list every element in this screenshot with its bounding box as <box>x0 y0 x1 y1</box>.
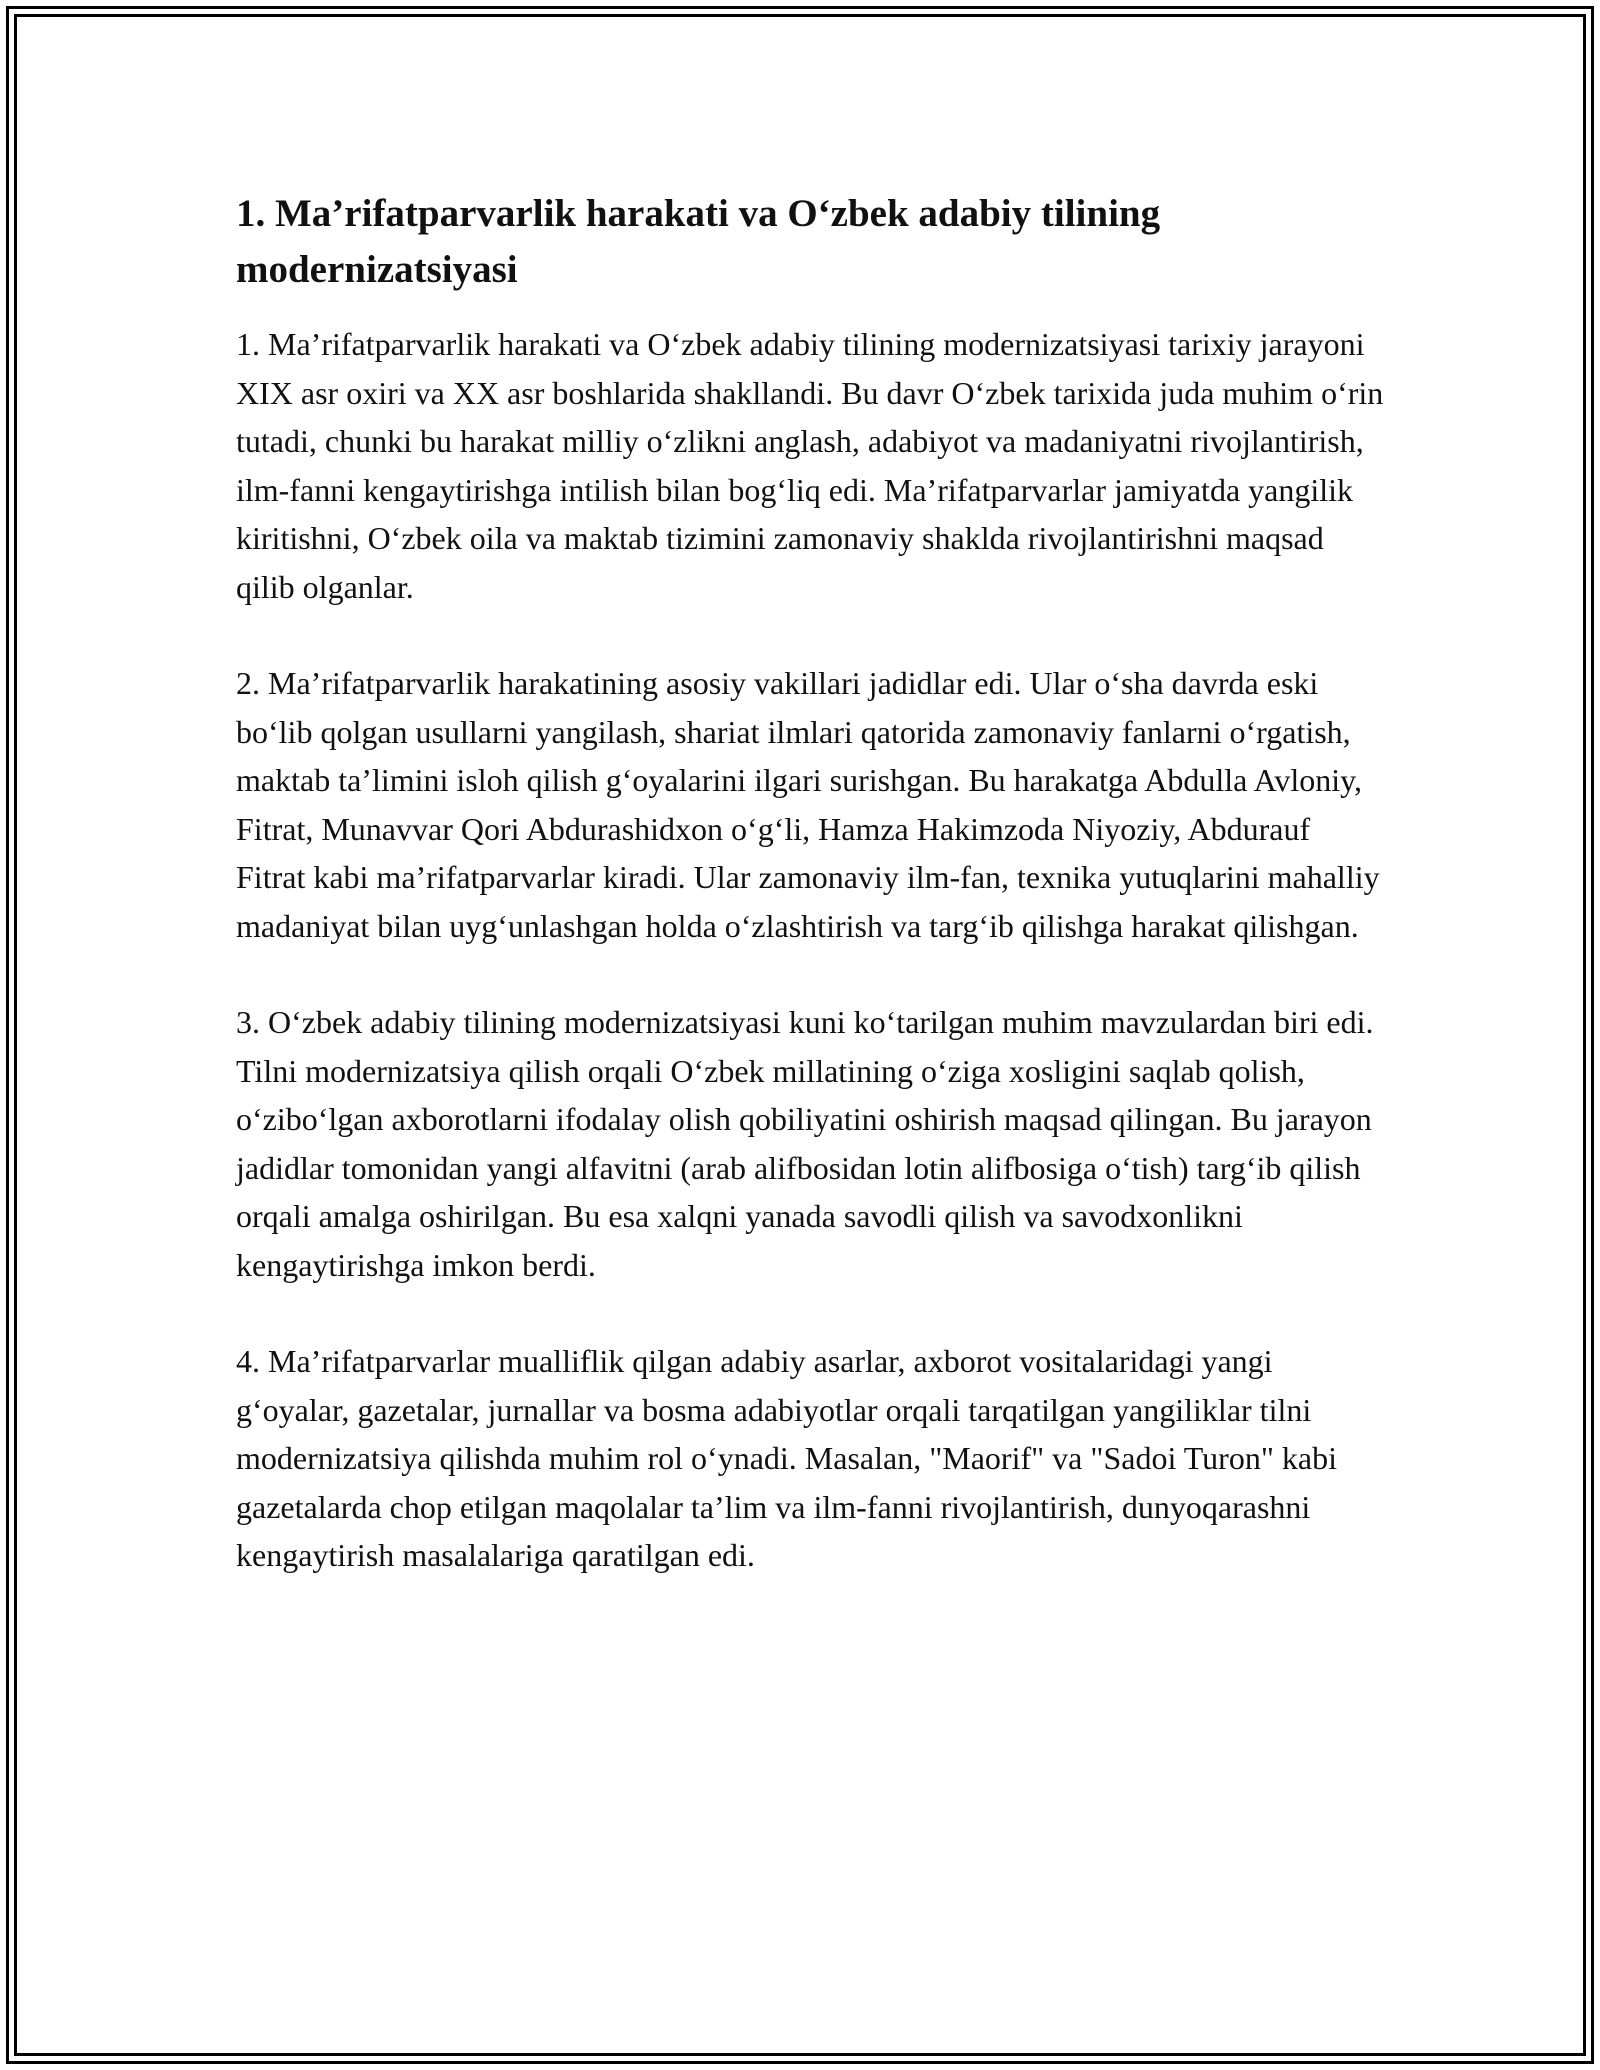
document-title: 1. Ma’rifatparvarlik harakati va O‘zbek adabiy tilining modernizatsiyasi <box>236 192 1161 291</box>
document-body <box>236 186 1386 1628</box>
paragraph-2: 2. Ma’rifatparvarlik harakatining asosiy vakillari jadidlar edi. Ular o‘sha davrda eski bo‘lib qolgan usullarni yangilash, shariat ilmlari qatorida zamonaviy fanlarni o‘rgatish, maktab ta’limini isloh qilish g‘oyalarini ilgari surishgan. Bu harakatga Abdulla Avloniy, Fitrat, Munavvar Qori Abdurashidxon o‘g‘li, Hamza Hakimzoda Niyoziy, Abdurauf Fitrat kabi ma’rifatparvarlar kiradi. Ular zamonaviy ilm-fan, texnika yutuqlarini mahalliy madaniyat bilan uyg‘unlashgan holda o‘zlashtirish va targ‘ib qilishga harakat qilishgan. <box>236 665 1380 944</box>
paragraph-1: 1. Ma’rifatparvarlik harakati va O‘zbek adabiy tilining modernizatsiyasi tarixiy jarayoni XIX asr oxiri va XX asr boshlarida shakllandi. Bu davr O‘zbek tarixida juda muhim o‘rin tutadi, chunki bu harakat milliy o‘zlikni anglash, adabiyot va madaniyatni rivojlantirish, ilm-fanni kengaytirishga intilish bilan bog‘liq edi. Ma’rifatparvarlar jamiyatda yangilik kiritishni, O‘zbek oila va maktab tizimini zamonaviy shaklda rivojlantirishni maqsad qilib olganlar. <box>236 326 1384 605</box>
paragraph-4: 4. Ma’rifatparvarlar mualliflik qilgan adabiy asarlar, axborot vositalaridagi yangi g‘oyalar, gazetalar, jurnallar va bosma adabiyotlar orqali tarqatilgan yangiliklar tilni modernizatsiya qilishda muhim rol o‘ynadi. Masalan, "Maorif" va "Sadoi Turon" kabi gazetalarda chop etilgan maqolalar ta’lim va ilm-fanni rivojlantirish, dunyoqarashni kengaytirish masalalariga qaratilgan edi. <box>236 1343 1337 1573</box>
paragraph-3: 3. O‘zbek adabiy tilining modernizatsiyasi kuni ko‘tarilgan muhim mavzulardan biri edi. Tilni modernizatsiya qilish orqali O‘zbek millatining o‘ziga xosligini saqlab qolish, o‘zibo‘lgan axborotlarni ifodalay olish qobiliyatini oshirish maqsad qilingan. Bu jarayon jadidlar tomonidan yangi alfavitni (arab alifbosidan lotin alifbosiga o‘tish) targ‘ib qilish orqali amalga oshirilgan. Bu esa xalqni yanada savodli qilish va savodxonlikni kengaytirishga imkon berdi. <box>236 1004 1374 1283</box>
